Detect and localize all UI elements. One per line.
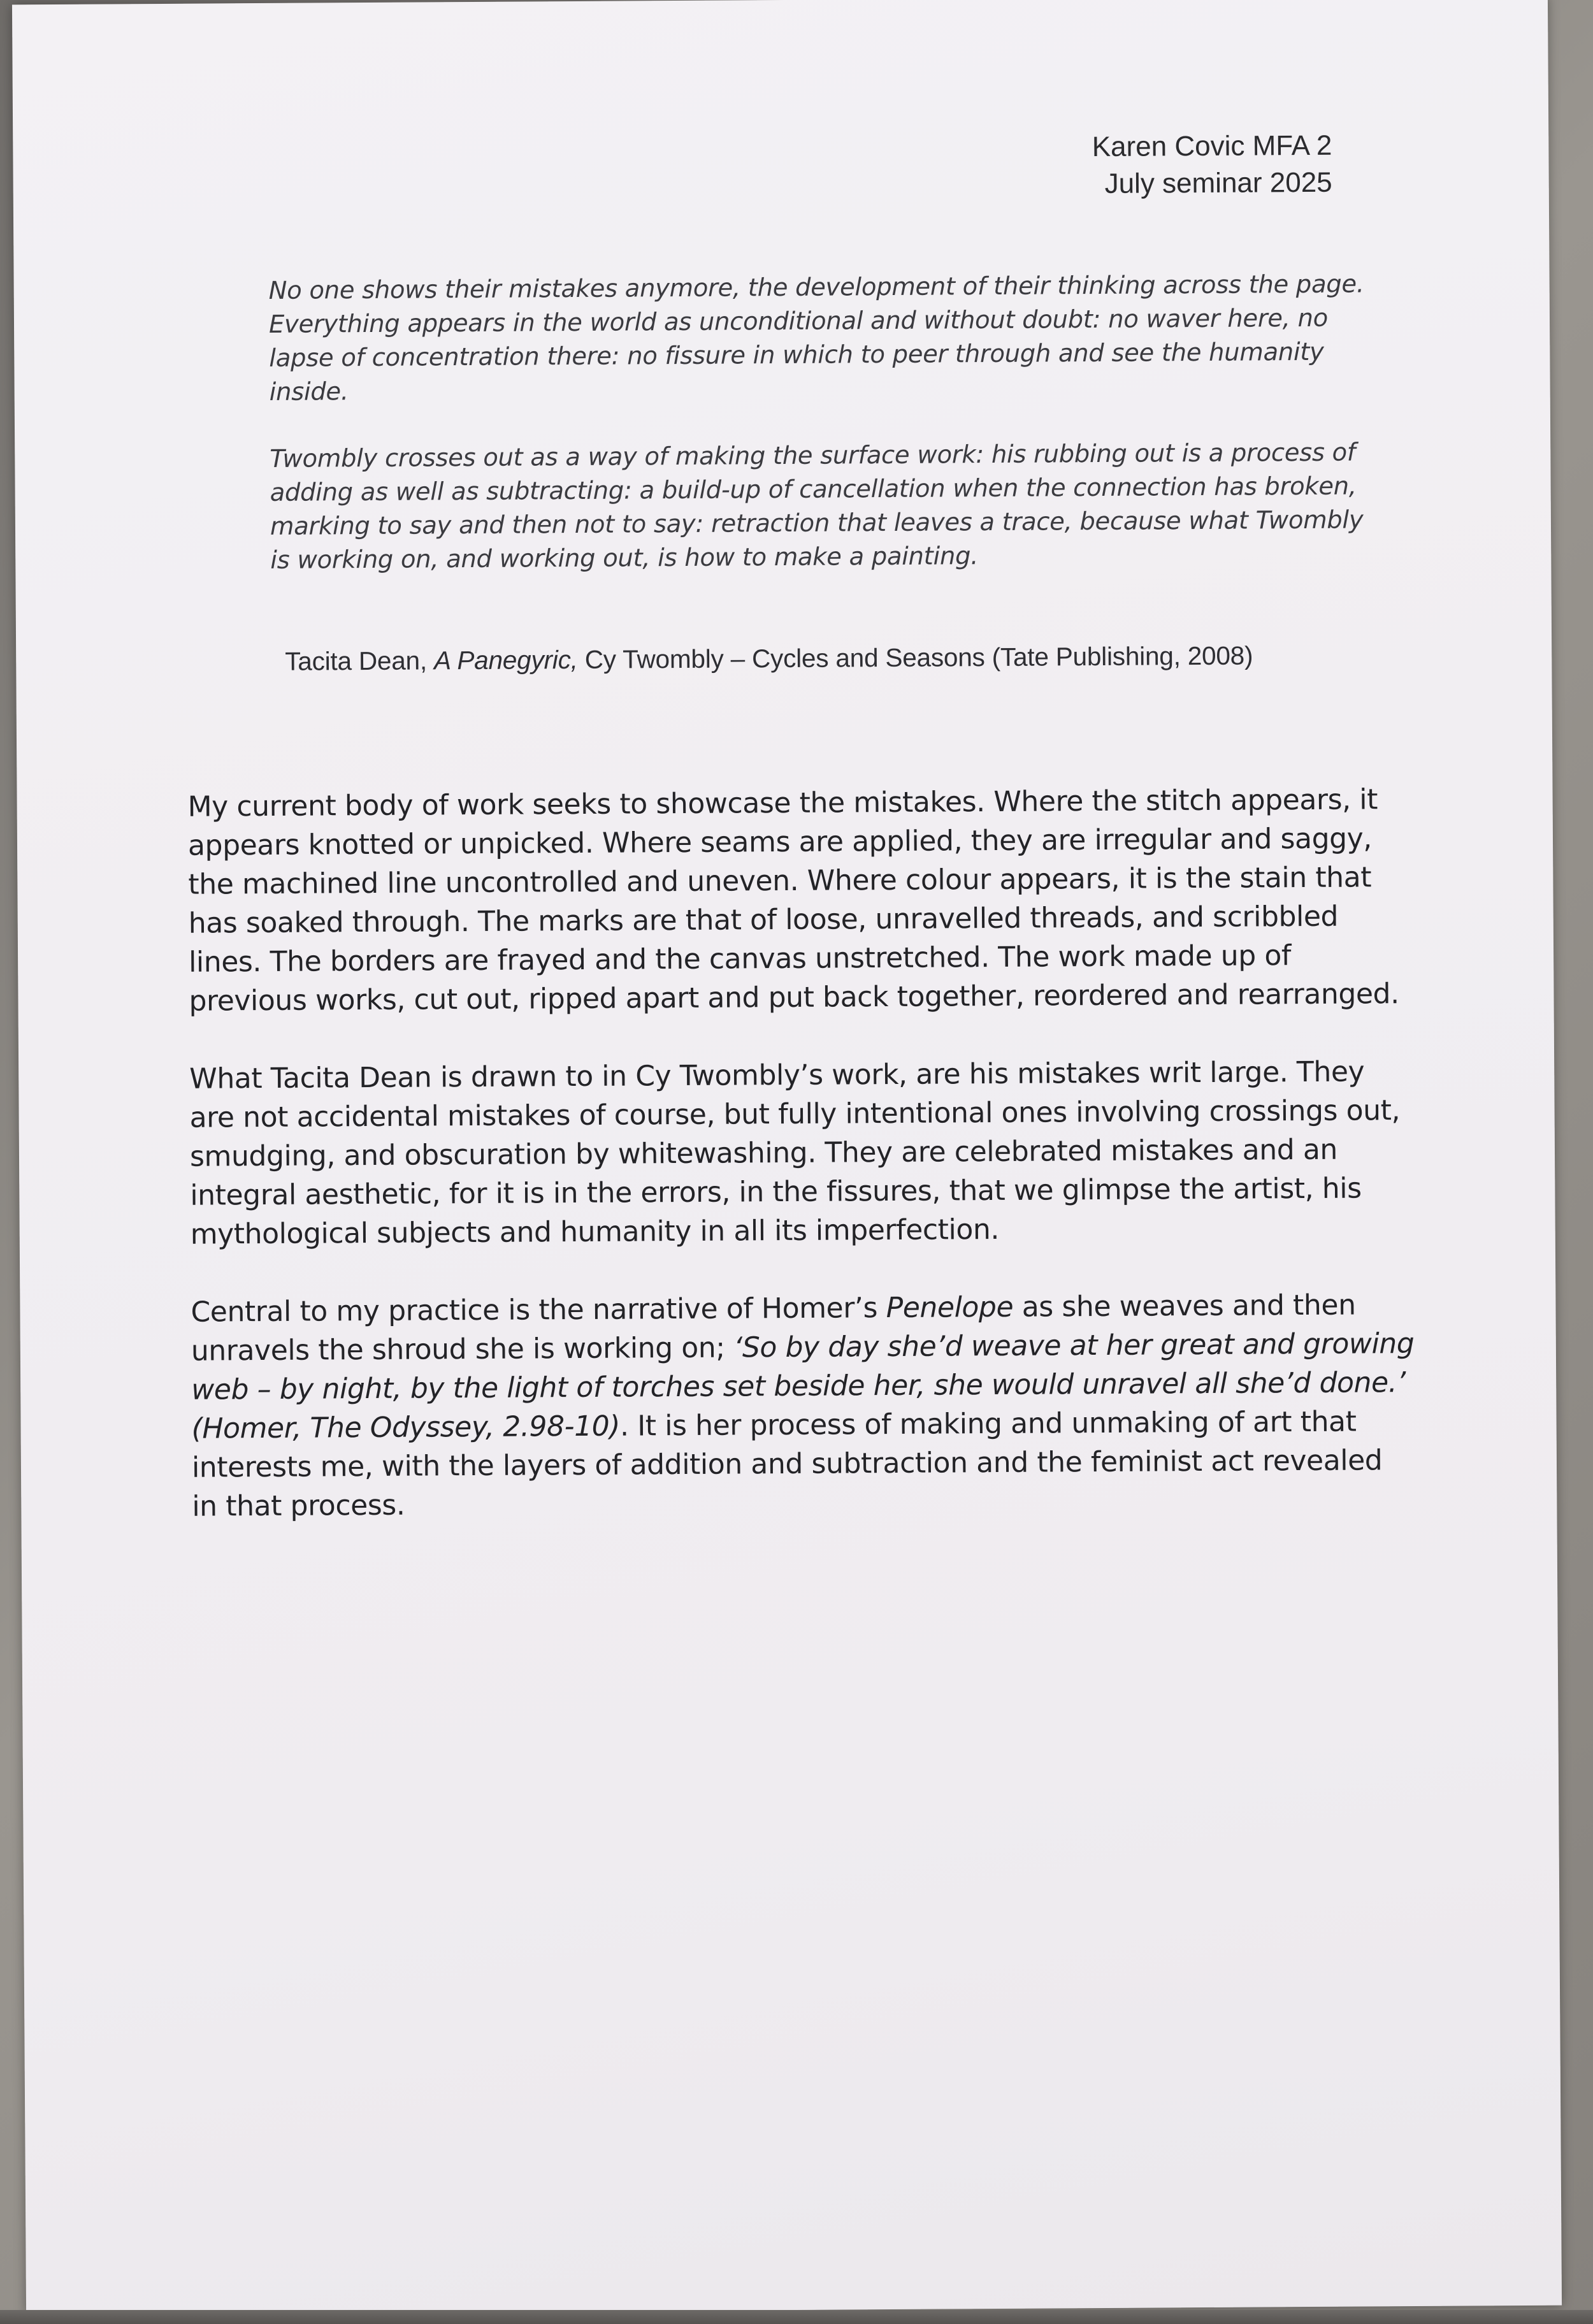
- quote-paragraph-1: No one shows their mistakes anymore, the development of their thinking across the page. Everything appears in the world as unconditional and without doubt: no waver here, no lapse of concentration there: no fissure in which to peer through and see the humanity inside.: [268, 270, 1364, 407]
- penelope-name: Penelope: [886, 1290, 1014, 1325]
- body-paragraph-1: My current body of work seeks to showcase the mistakes. Where the stitch appears, it appears knotted or unpicked. Where seams are applied, they are irregular and saggy, the machined line uncontrolled and uneven. Where colour appears, it is the stain that has soaked through. The marks are that of loose, unravelled threads, and scribbled lines. The borders are frayed and the canvas unstretched. The work made up of previous works, cut out, ripped apart and put back together, reordered and rearranged.: [187, 783, 1399, 1018]
- paragraph-3-middle: as she weaves and then unravels the shroud she is working on;: [191, 1288, 1356, 1368]
- author-name-line: Karen Covic MFA 2: [1092, 129, 1332, 163]
- paragraph-3-ending: . It is her process of making and unmaking of art that interests me, with the layers of addition and subtraction and the feminist act revealed in that process.: [191, 1405, 1383, 1523]
- essay-body: [187, 780, 1415, 1565]
- body-paragraph-2: What Tacita Dean is drawn to in Cy Twombly’s work, are his mistakes writ large. They are not accidental mistakes of course, but fully intentional ones involving crossings out, smudging, and obscuration by whitewashing. They are celebrated mistakes and an integral aesthetic, for it is in the errors, in the fissures, that we glimpse the artist, his mythological subjects and humanity in all its imperfection.: [189, 1055, 1401, 1251]
- paragraph-3-intro: Central to my practice is the narrative of Homer’s: [191, 1292, 886, 1329]
- citation-publication: Cy Twombly – Cycles and Seasons (Tate Publishing, 2008): [577, 640, 1253, 674]
- citation-work-title: A Panegyric,: [433, 644, 578, 675]
- citation-author: Tacita Dean,: [285, 646, 435, 676]
- author-header: [1092, 127, 1332, 203]
- seminar-date-line: July seminar 2025: [1104, 166, 1332, 199]
- desk-edge: [0, 2310, 1593, 2324]
- odyssey-quote: ‘So by day she’d weave at her great and growing web – by night, by the light of torches set beside her, she would unravel all she’d done.’ (Homer, The Odyssey, 2.98-10): [191, 1327, 1415, 1445]
- quote-paragraph-2: Twombly crosses out as a way of making the surface work: his rubbing out is a process of adding as well as subtracting: a build-up of cancellation when the connection has broken, marking to say and then not to say: retraction that leaves a trace, because what Twombly is working on, and working out, is how to make a painting.: [270, 438, 1364, 575]
- epigraph-quote: [269, 267, 1367, 610]
- paper-sheet: [12, 0, 1562, 2314]
- body-paragraph-3: [191, 1285, 1415, 1526]
- quote-citation: [285, 637, 1368, 678]
